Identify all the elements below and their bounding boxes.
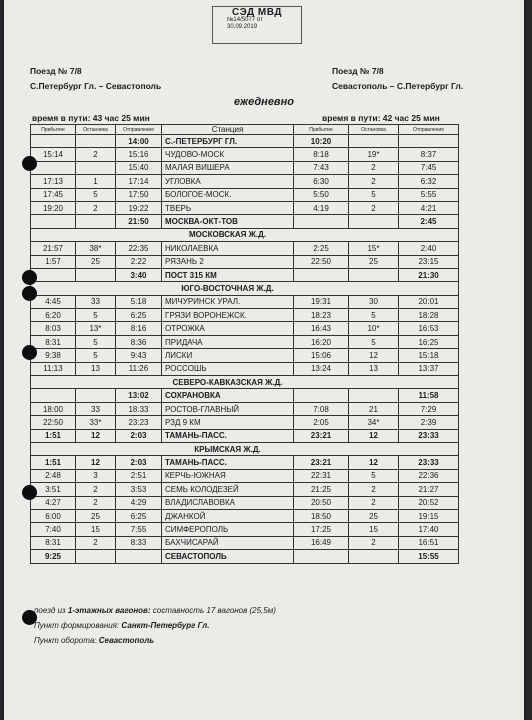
stop-cell: 5: [76, 349, 116, 362]
col-arrival-header: Прибытие: [31, 125, 76, 135]
stop-cell: [76, 215, 116, 228]
section-filler-cell: [116, 282, 162, 295]
stop-return-cell: [349, 268, 399, 281]
station-cell: ТВЕРЬ: [162, 201, 294, 214]
departure-return-cell: 7:45: [399, 161, 459, 174]
stop-return-cell: 10*: [349, 322, 399, 335]
section-filler-cell: [76, 442, 116, 455]
stop-return-cell: 15*: [349, 242, 399, 255]
stop-return-cell: [349, 135, 399, 148]
table-row: [31, 429, 459, 442]
arrival-cell: 19:20: [31, 201, 76, 214]
departure-return-cell: 5:55: [399, 188, 459, 201]
departure-return-cell: 16:25: [399, 335, 459, 348]
arrival-return-cell: 8:18: [294, 148, 349, 161]
note-formation-label: Пункт формирования:: [34, 621, 120, 630]
station-cell: СЕВАСТОПОЛЬ: [162, 550, 294, 563]
departure-return-cell: 20:52: [399, 496, 459, 509]
departure-cell: 7:55: [116, 523, 162, 536]
station-cell: СИМФЕРОПОЛЬ: [162, 523, 294, 536]
arrival-cell: 11:13: [31, 362, 76, 375]
table-row: [31, 268, 459, 281]
stop-return-cell: 2: [349, 201, 399, 214]
departure-cell: 5:18: [116, 295, 162, 308]
stop-return-cell: 2: [349, 161, 399, 174]
stop-return-cell: [349, 389, 399, 402]
station-cell: ТАМАНЬ-ПАСС.: [162, 429, 294, 442]
stop-cell: 13: [76, 362, 116, 375]
departure-return-cell: 18:28: [399, 309, 459, 322]
departure-cell: 23:23: [116, 416, 162, 429]
arrival-return-cell: 2:25: [294, 242, 349, 255]
departure-return-cell: 21:30: [399, 268, 459, 281]
section-filler-cell: [349, 282, 399, 295]
note-composition: [34, 606, 276, 615]
station-cell: ОТРОЖКА: [162, 322, 294, 335]
section-filler-cell: [399, 282, 459, 295]
table-row: [31, 322, 459, 335]
section-filler-cell: [399, 228, 459, 241]
col-station-header: Станция: [162, 125, 294, 135]
table-row: [31, 456, 459, 469]
arrival-cell: 4:45: [31, 295, 76, 308]
arrival-cell: [31, 215, 76, 228]
railway-section-label: МОСКОВСКАЯ Ж.Д.: [162, 228, 294, 241]
stop-cell: 1: [76, 175, 116, 188]
station-cell: С.-ПЕТЕРБУРГ ГЛ.: [162, 135, 294, 148]
arrival-return-cell: [294, 389, 349, 402]
departure-cell: 4:29: [116, 496, 162, 509]
departure-return-cell: 20:01: [399, 295, 459, 308]
arrival-return-cell: 4:19: [294, 201, 349, 214]
note-composition-size: составность 17 вагонов (25,5м): [152, 606, 276, 615]
departure-return-cell: 13:37: [399, 362, 459, 375]
arrival-return-cell: [294, 268, 349, 281]
departure-cell: 2:22: [116, 255, 162, 268]
departure-cell: 22:35: [116, 242, 162, 255]
table-row: [31, 242, 459, 255]
departure-cell: 14:00: [116, 135, 162, 148]
section-filler-cell: [399, 376, 459, 389]
section-filler-cell: [116, 442, 162, 455]
departure-cell: 19:22: [116, 201, 162, 214]
stop-return-cell: 5: [349, 469, 399, 482]
stop-return-cell: 34*: [349, 416, 399, 429]
station-cell: РОССОШЬ: [162, 362, 294, 375]
table-row: [31, 175, 459, 188]
table-row: [31, 201, 459, 214]
departure-return-cell: 23:15: [399, 255, 459, 268]
note-composition-prefix: поезд из: [34, 606, 66, 615]
table-row: [31, 335, 459, 348]
arrival-cell: 1:51: [31, 429, 76, 442]
station-cell: МОСКВА-ОКТ-ТОВ: [162, 215, 294, 228]
section-filler-cell: [116, 376, 162, 389]
departure-return-cell: 16:53: [399, 322, 459, 335]
table-row: [31, 402, 459, 415]
section-filler-cell: [76, 376, 116, 389]
stop-return-cell: 2: [349, 536, 399, 549]
stop-cell: 2: [76, 148, 116, 161]
col-stop-header-return: Остановка: [349, 125, 399, 135]
stop-return-cell: 13: [349, 362, 399, 375]
right-route: Севастополь – С.Петербург Гл.: [332, 81, 464, 91]
arrival-cell: 8:31: [31, 335, 76, 348]
table-row: [31, 509, 459, 522]
departure-cell: 21:50: [116, 215, 162, 228]
table-row: [31, 188, 459, 201]
stop-cell: [76, 268, 116, 281]
arrival-return-cell: [294, 550, 349, 563]
section-filler-cell: [294, 228, 349, 241]
col-departure-header-return: Отправление: [399, 125, 459, 135]
station-cell: СЕМЬ КОЛОДЕЗЕЙ: [162, 483, 294, 496]
station-cell: УГЛОВКА: [162, 175, 294, 188]
note-turnaround-value: Севастополь: [98, 636, 154, 645]
stop-return-cell: 12: [349, 349, 399, 362]
arrival-cell: 8:31: [31, 536, 76, 549]
arrival-cell: 3:51: [31, 483, 76, 496]
departure-return-cell: 19:15: [399, 509, 459, 522]
section-filler-cell: [294, 442, 349, 455]
stop-cell: [76, 389, 116, 402]
arrival-cell: 6:20: [31, 309, 76, 322]
arrival-cell: 9:25: [31, 550, 76, 563]
station-cell: ПРИДАЧА: [162, 335, 294, 348]
table-row: [31, 148, 459, 161]
station-cell: МАЛАЯ ВИШЕРА: [162, 161, 294, 174]
table-row: [31, 483, 459, 496]
stop-return-cell: 21: [349, 402, 399, 415]
timetable-sheet: [4, 0, 524, 720]
arrival-return-cell: 10:20: [294, 135, 349, 148]
station-cell: МИЧУРИНСК УРАЛ.: [162, 295, 294, 308]
table-row: [31, 469, 459, 482]
departure-cell: 17:50: [116, 188, 162, 201]
stamp-title: СЭД МВД: [232, 7, 282, 18]
station-cell: ЧУДОВО-МОСК: [162, 148, 294, 161]
arrival-cell: 17:45: [31, 188, 76, 201]
railway-section-label: ЮГО-ВОСТОЧНАЯ Ж.Д.: [162, 282, 294, 295]
right-travel-time: время в пути: 42 час 25 мин: [322, 113, 440, 123]
stop-return-cell: 5: [349, 188, 399, 201]
departure-return-cell: 2:40: [399, 242, 459, 255]
stop-cell: 15: [76, 523, 116, 536]
departure-return-cell: 23:33: [399, 429, 459, 442]
arrival-return-cell: 23:21: [294, 456, 349, 469]
departure-return-cell: 2:39: [399, 416, 459, 429]
departure-cell: 11:26: [116, 362, 162, 375]
departure-return-cell: 8:37: [399, 148, 459, 161]
table-row: [31, 416, 459, 429]
departure-return-cell: [399, 135, 459, 148]
table-row: [31, 215, 459, 228]
departure-cell: 8:16: [116, 322, 162, 335]
table-row: [31, 389, 459, 402]
stop-cell: 38*: [76, 242, 116, 255]
departure-return-cell: 22:36: [399, 469, 459, 482]
arrival-cell: 15:14: [31, 148, 76, 161]
stop-return-cell: 5: [349, 309, 399, 322]
table-row: [31, 161, 459, 174]
section-filler-cell: [349, 376, 399, 389]
left-travel-time: время в пути: 43 час 25 мин: [32, 113, 150, 123]
arrival-return-cell: 13:24: [294, 362, 349, 375]
departure-cell: 15:16: [116, 148, 162, 161]
stop-return-cell: 25: [349, 255, 399, 268]
arrival-return-cell: 6:30: [294, 175, 349, 188]
stop-cell: 2: [76, 536, 116, 549]
arrival-cell: [31, 135, 76, 148]
departure-cell: 6:25: [116, 309, 162, 322]
arrival-cell: 8:03: [31, 322, 76, 335]
station-cell: РЗД 9 КМ: [162, 416, 294, 429]
stop-return-cell: 19*: [349, 148, 399, 161]
departure-cell: 2:03: [116, 456, 162, 469]
arrival-return-cell: 15:06: [294, 349, 349, 362]
arrival-return-cell: 21:25: [294, 483, 349, 496]
departure-return-cell: 16:51: [399, 536, 459, 549]
stop-return-cell: [349, 550, 399, 563]
note-composition-type: 1-этажных вагонов:: [67, 606, 151, 615]
arrival-return-cell: 16:20: [294, 335, 349, 348]
stop-return-cell: 12: [349, 429, 399, 442]
arrival-return-cell: 7:08: [294, 402, 349, 415]
station-cell: ТАМАНЬ-ПАСС.: [162, 456, 294, 469]
station-cell: БАХЧИСАРАЙ: [162, 536, 294, 549]
stop-return-cell: 2: [349, 175, 399, 188]
departure-cell: 3:40: [116, 268, 162, 281]
arrival-cell: 21:57: [31, 242, 76, 255]
arrival-cell: 9:38: [31, 349, 76, 362]
arrival-cell: 17:13: [31, 175, 76, 188]
stop-return-cell: 2: [349, 483, 399, 496]
section-filler-cell: [31, 376, 76, 389]
table-row: [31, 523, 459, 536]
railway-section-row: [31, 228, 459, 241]
arrival-return-cell: 22:31: [294, 469, 349, 482]
arrival-return-cell: 2:05: [294, 416, 349, 429]
note-formation-value: Санкт-Петербург Гл.: [121, 621, 210, 630]
stop-return-cell: 30: [349, 295, 399, 308]
stop-cell: [76, 161, 116, 174]
station-cell: СОХРАНОВКА: [162, 389, 294, 402]
station-cell: ДЖАНКОЙ: [162, 509, 294, 522]
departure-cell: 6:25: [116, 509, 162, 522]
left-train-number: Поезд № 7/8: [30, 66, 82, 76]
stop-return-cell: 12: [349, 456, 399, 469]
railway-section-row: [31, 442, 459, 455]
section-filler-cell: [349, 228, 399, 241]
arrival-cell: 4:27: [31, 496, 76, 509]
railway-section-label: СЕВЕРО-КАВКАЗСКАЯ Ж.Д.: [162, 376, 294, 389]
stop-cell: 5: [76, 309, 116, 322]
departure-return-cell: 7:29: [399, 402, 459, 415]
left-route: С.Петербург Гл. – Севастополь: [30, 81, 162, 91]
departure-cell: 3:53: [116, 483, 162, 496]
station-cell: ПОСТ 315 КМ: [162, 268, 294, 281]
arrival-return-cell: 18:23: [294, 309, 349, 322]
arrival-cell: 22:50: [31, 416, 76, 429]
departure-return-cell: 21:27: [399, 483, 459, 496]
departure-return-cell: 4:21: [399, 201, 459, 214]
station-cell: ВЛАДИСЛАВОВКА: [162, 496, 294, 509]
stop-return-cell: 5: [349, 335, 399, 348]
section-filler-cell: [294, 376, 349, 389]
departure-return-cell: 2:45: [399, 215, 459, 228]
table-row: [31, 550, 459, 563]
stop-cell: 13*: [76, 322, 116, 335]
railway-section-label: КРЫМСКАЯ Ж.Д.: [162, 442, 294, 455]
stop-cell: [76, 550, 116, 563]
arrival-cell: 1:57: [31, 255, 76, 268]
stop-cell: 2: [76, 483, 116, 496]
table-row: [31, 362, 459, 375]
departure-cell: 8:36: [116, 335, 162, 348]
table-row: [31, 496, 459, 509]
timetable-body: [31, 135, 459, 564]
table-row: [31, 295, 459, 308]
stop-cell: 12: [76, 456, 116, 469]
note-turnaround: [34, 636, 154, 645]
departure-cell: [116, 550, 162, 563]
stop-return-cell: [349, 215, 399, 228]
stamp-date: 30.09.2019: [227, 24, 258, 30]
station-cell: КЕРЧЬ-ЮЖНАЯ: [162, 469, 294, 482]
stop-return-cell: 2: [349, 496, 399, 509]
arrival-return-cell: 7:43: [294, 161, 349, 174]
arrival-return-cell: 19:31: [294, 295, 349, 308]
station-cell: НИКОЛАЕВКА: [162, 242, 294, 255]
registration-stamp: [212, 6, 302, 44]
arrival-return-cell: 16:49: [294, 536, 349, 549]
timetable-table: [30, 124, 459, 564]
departure-return-cell: 15:55: [399, 550, 459, 563]
col-arrival-header-return: Прибытие: [294, 125, 349, 135]
stop-return-cell: 15: [349, 523, 399, 536]
binder-hole-5: [22, 485, 37, 500]
table-row: [31, 255, 459, 268]
departure-cell: 13:02: [116, 389, 162, 402]
railway-section-row: [31, 376, 459, 389]
stop-cell: 33: [76, 402, 116, 415]
section-filler-cell: [349, 442, 399, 455]
station-cell: БОЛОГОЕ-МОСК.: [162, 188, 294, 201]
departure-return-cell: 6:32: [399, 175, 459, 188]
station-cell: ЛИСКИ: [162, 349, 294, 362]
arrival-cell: 2:48: [31, 469, 76, 482]
arrival-cell: 18:00: [31, 402, 76, 415]
departure-cell: 15:40: [116, 161, 162, 174]
departure-cell: 8:33: [116, 536, 162, 549]
arrival-cell: [31, 268, 76, 281]
stop-cell: 25: [76, 509, 116, 522]
section-filler-cell: [76, 282, 116, 295]
stop-cell: 2: [76, 201, 116, 214]
departure-return-cell: 23:33: [399, 456, 459, 469]
stop-cell: 33: [76, 295, 116, 308]
arrival-return-cell: 17:25: [294, 523, 349, 536]
table-row: [31, 349, 459, 362]
table-row: [31, 135, 459, 148]
arrival-cell: 7:40: [31, 523, 76, 536]
table-header-row: [31, 125, 459, 135]
departure-cell: 18:33: [116, 402, 162, 415]
right-train-number: Поезд № 7/8: [332, 66, 384, 76]
arrival-return-cell: 20:50: [294, 496, 349, 509]
table-row: [31, 309, 459, 322]
departure-return-cell: 15:18: [399, 349, 459, 362]
binder-hole-4: [22, 345, 37, 360]
binder-hole-1: [22, 156, 37, 171]
departure-cell: 17:14: [116, 175, 162, 188]
station-cell: ГРЯЗИ ВОРОНЕЖСК.: [162, 309, 294, 322]
arrival-return-cell: 5:50: [294, 188, 349, 201]
table-row: [31, 536, 459, 549]
col-departure-header: Отправление: [116, 125, 162, 135]
departure-cell: 2:03: [116, 429, 162, 442]
arrival-return-cell: 18:50: [294, 509, 349, 522]
stop-cell: 5: [76, 188, 116, 201]
note-formation: [34, 621, 209, 630]
arrival-return-cell: 16:43: [294, 322, 349, 335]
arrival-cell: [31, 161, 76, 174]
stop-cell: 5: [76, 335, 116, 348]
col-stop-header: Остановка: [76, 125, 116, 135]
section-filler-cell: [399, 442, 459, 455]
section-filler-cell: [31, 442, 76, 455]
arrival-return-cell: 23:21: [294, 429, 349, 442]
railway-section-row: [31, 282, 459, 295]
stop-cell: 2: [76, 496, 116, 509]
arrival-cell: 1:51: [31, 456, 76, 469]
stamp-number: №14/5077 от: [227, 17, 263, 23]
stop-cell: 12: [76, 429, 116, 442]
stop-cell: 25: [76, 255, 116, 268]
schedule-frequency: ежедневно: [234, 96, 294, 108]
binder-hole-2: [22, 270, 37, 285]
section-filler-cell: [294, 282, 349, 295]
station-cell: РОСТОВ-ГЛАВНЫЙ: [162, 402, 294, 415]
stop-cell: 33*: [76, 416, 116, 429]
section-filler-cell: [31, 282, 76, 295]
stop-cell: 3: [76, 469, 116, 482]
arrival-return-cell: 22:50: [294, 255, 349, 268]
section-filler-cell: [76, 228, 116, 241]
stop-return-cell: 25: [349, 509, 399, 522]
departure-cell: 9:43: [116, 349, 162, 362]
arrival-return-cell: [294, 215, 349, 228]
section-filler-cell: [31, 228, 76, 241]
arrival-cell: [31, 389, 76, 402]
section-filler-cell: [116, 228, 162, 241]
departure-return-cell: 17:40: [399, 523, 459, 536]
note-turnaround-label: Пункт оборота:: [34, 636, 97, 645]
arrival-cell: 6:00: [31, 509, 76, 522]
departure-cell: 2:51: [116, 469, 162, 482]
binder-hole-3: [22, 286, 37, 301]
stop-cell: [76, 135, 116, 148]
station-cell: РЯЗАНЬ 2: [162, 255, 294, 268]
departure-return-cell: 11:58: [399, 389, 459, 402]
